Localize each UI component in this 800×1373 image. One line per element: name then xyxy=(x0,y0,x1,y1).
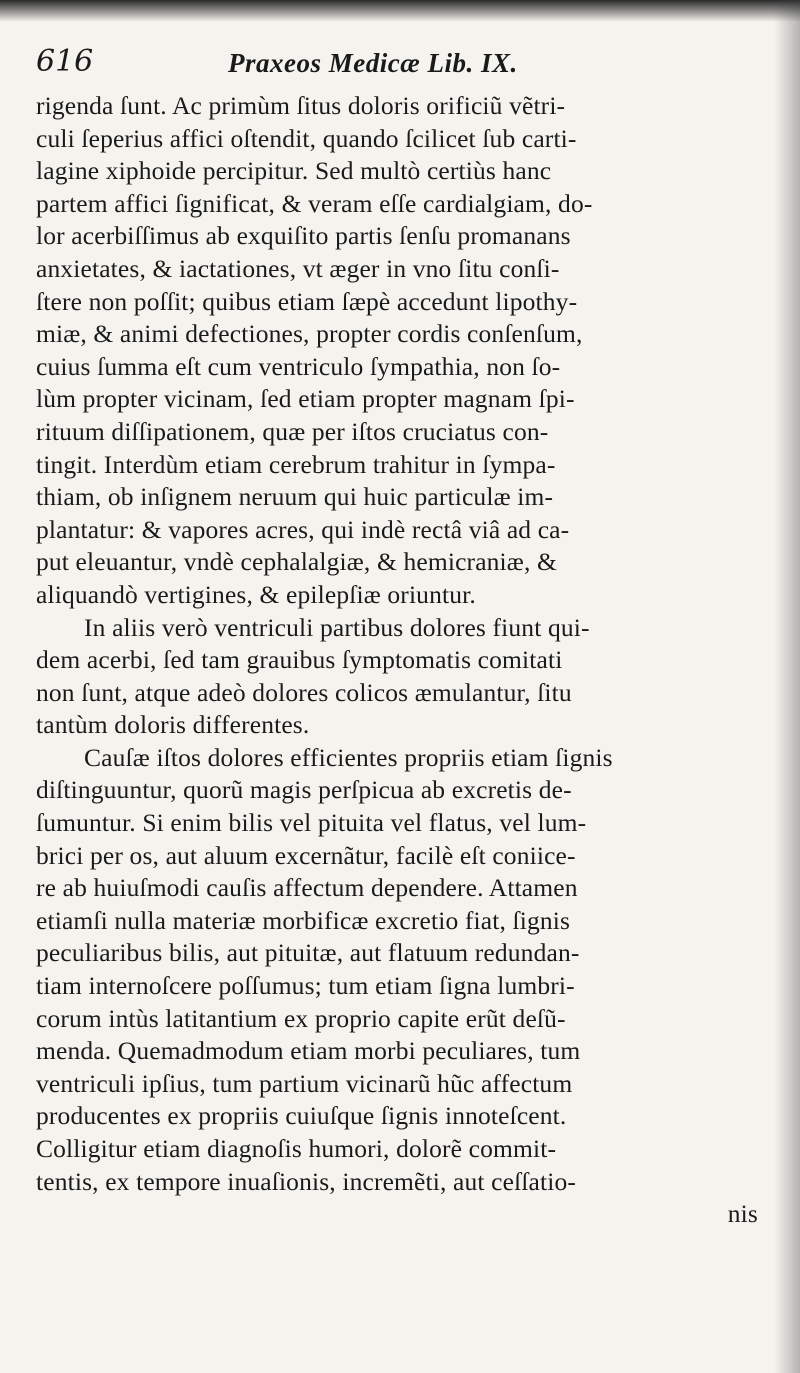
top-edge-shadow xyxy=(0,0,800,22)
text-line: put eleuantur, vndè cephalalgiæ, & hemicraniæ, & xyxy=(36,547,557,577)
text-line: brici per os, aut aluum excernãtur, facilè eſt coniice- xyxy=(36,840,576,870)
text-line: anxietates, & iactationes, vt æger in vno ſitu conſi- xyxy=(36,253,560,283)
text-line: aliquandò vertigines, & epilepſiæ oriuntur. xyxy=(36,579,476,609)
text-line: lùm propter vicinam, ſed etiam propter magnam ſpi- xyxy=(36,384,575,414)
text-line: plantatur: & vapores acres, qui indè rectâ viâ ad ca- xyxy=(36,514,570,544)
body-text xyxy=(36,90,776,1231)
text-line: menda. Quemadmodum etiam morbi peculiares, tum xyxy=(36,1036,581,1066)
running-head: Praxeos Medicæ Lib. IX. xyxy=(228,48,518,78)
text-line: culi ſeperius affici oſtendit, quando ſcilicet ſub carti- xyxy=(36,123,577,153)
page-number: 616 xyxy=(36,44,94,79)
text-line: miæ, & animi defectiones, propter cordis conſenſum, xyxy=(36,319,583,349)
text-line: lagine xiphoide percipitur. Sed multò certiùs hanc xyxy=(36,156,552,186)
text-line: tantùm doloris differentes. xyxy=(36,710,310,740)
catchword: nis xyxy=(727,1199,758,1229)
text-line: dem acerbi, ſed tam grauibus ſymptomatis comitati xyxy=(36,645,563,675)
right-edge-shadow xyxy=(774,0,800,1373)
text-line: ſtere non poſſit; quibus etiam ſæpè accedunt lipothy- xyxy=(36,286,578,316)
text-line: partem affici ſignificat, & veram eſſe cardialgiam, do- xyxy=(36,188,593,218)
text-line: tentis, ex tempore inuaſionis, incremẽti, aut ceſſatio- xyxy=(36,1166,577,1196)
text-line: re ab huiuſmodi cauſis affectum dependere. Attamen xyxy=(36,873,578,903)
text-line: diſtinguuntur, quorũ magis perſpicua ab excretis de- xyxy=(36,775,572,805)
text-line: In aliis verò ventriculi partibus dolores fiunt qui- xyxy=(84,612,590,642)
text-line: rituum diſſipationem, quæ per iſtos cruciatus con- xyxy=(36,416,549,446)
text-line: producentes ex propriis cuiuſque ſignis innoteſcent. xyxy=(36,1101,567,1131)
text-line: rigenda ſunt. Ac primùm ſitus doloris orificiũ vẽtri- xyxy=(36,91,566,120)
text-line: Cauſæ iſtos dolores efficientes propriis etiam ſignis xyxy=(84,742,613,772)
text-line: corum intùs latitantium ex proprio capite erũt deſũ- xyxy=(36,1003,566,1033)
text-line: non ſunt, atque adeò dolores colicos æmulantur, ſitu xyxy=(36,677,572,707)
text-line: lor acerbiſſimus ab exquiſito partis ſenſu promanans xyxy=(36,221,571,251)
text-line: thiam, ob inſignem neruum qui huic particulæ im- xyxy=(36,482,554,512)
text-line: tiam internoſcere poſſumus; tum etiam ſigna lumbri- xyxy=(36,971,575,1001)
text-line: etiamſi nulla materiæ morbificæ excretio fiat, ſignis xyxy=(36,905,571,935)
text-line: tingit. Interdùm etiam cerebrum trahitur in ſympa- xyxy=(36,449,556,479)
text-line: cuius ſumma eſt cum ventriculo ſympathia, non ſo- xyxy=(36,351,561,381)
text-line: peculiaribus bilis, aut pituitæ, aut flatuum redundan- xyxy=(36,938,580,968)
text-line: Colligitur etiam diagnoſis humori, dolorẽ commit- xyxy=(36,1134,557,1163)
text-line: ventriculi ipſius, tum partium vicinarũ hũc affectum xyxy=(36,1068,573,1098)
page-header xyxy=(30,44,770,88)
text-line: ſumuntur. Si enim bilis vel pituita vel flatus, vel lum- xyxy=(36,808,587,838)
